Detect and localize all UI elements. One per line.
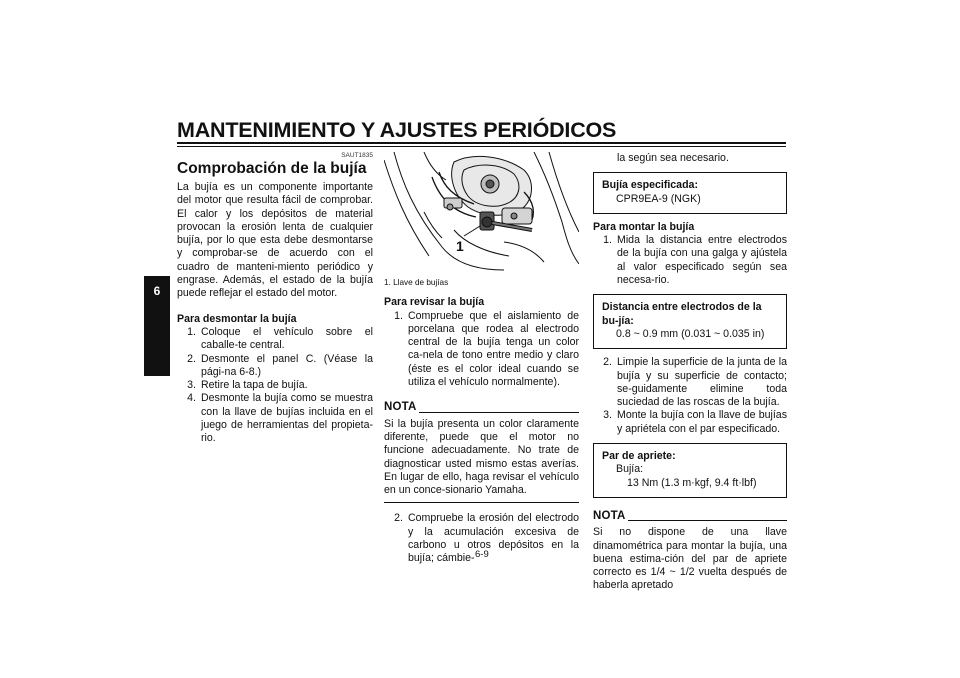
spec-heading: Par de apriete:: [602, 450, 676, 463]
continuation-text: la según sea necesario.: [617, 152, 729, 164]
remove-steps: [177, 326, 373, 446]
nota-label: NOTA: [593, 509, 626, 522]
spec-value: 13 Nm (1.3 m·kgf, 9.4 ft·lbf): [627, 476, 757, 489]
column-1: [177, 152, 373, 446]
spec-subheading: Bujía:: [616, 463, 644, 476]
nota-header: [384, 401, 579, 414]
figure-callout-label: 1: [456, 238, 464, 254]
figure-caption: 1. Llave de bujías: [384, 278, 449, 287]
spec-value: CPR9EA-9 (NGK): [616, 192, 701, 205]
install-steps: [593, 234, 787, 287]
nota-label: NOTA: [384, 401, 417, 414]
nota-end-rule: [384, 502, 579, 503]
nota-text: Si la bujía presenta un color claramente diferente, puede que el motor no funcione adecuadamente. No trate de diagnosticar usted mismo estas averías. En lugar de ello, haga revisar el vehículo en un conce-sionario Yamaha.: [384, 417, 579, 497]
section-title: Comprobación de la bujía: [177, 160, 367, 177]
column-3: [593, 152, 787, 593]
check-steps: [384, 310, 579, 390]
list-item: 3. Monte la bujía con la llave de bujías y apriétela con el par especificado.: [603, 409, 787, 435]
remove-heading: Para desmontar la bujía: [177, 312, 297, 325]
nota-text: Si no dispone de una llave dinamométrica para montar la bujía, una buena estima-ción del par de apriete correcto es 1/4 ~ 1/2 vuelta después de haberla apretado: [593, 526, 787, 592]
chapter-tab: [144, 276, 170, 376]
spec-value: 0.8 ~ 0.9 mm (0.031 ~ 0.035 in): [616, 327, 765, 340]
title-rule: [177, 142, 786, 144]
intro-paragraph: La bujía es un componente importante del motor que resulta fácil de comprobar. El calor y los depósitos de material provocan la erosión lenta de cualquier bujía, por lo que esta debe desmontarse y comprobar-se de acuerdo con el cuadro de manteni-miento periódico y engrase. Además, el estado de la bujía puede reflejar el estado del motor.: [177, 181, 373, 300]
spec-box-electrode-gap: [593, 294, 787, 349]
list-item: 2. Desmonte el panel C. (Véase la pági-na 6-8.): [187, 352, 373, 378]
spark-plug-wrench-illustration: [384, 152, 579, 274]
spec-box-spark-plug: [593, 172, 787, 214]
list-item: 2. Compruebe la erosión del electrodo y la acumulación excesiva de carbono u otros depósitos en la bujía; cámbie-: [394, 512, 579, 565]
spec-heading: Bujía especificada:: [602, 179, 698, 192]
page-title: MANTENIMIENTO Y AJUSTES PERIÓDICOS: [177, 118, 617, 142]
list-item: 1. Compruebe que el aislamiento de porcelana que rodea al electrodo central de la bujía tenga un color ca-nela de tono entre medio y claro (éste es el color ideal cuando se utiliza el vehículo normalmente).: [394, 309, 579, 389]
nota-header: [593, 510, 787, 523]
list-item: 4. Desmonte la bujía como se muestra con la llave de bujías incluida en el juego de herramientas del propieta-rio.: [187, 392, 373, 445]
list-item: 1. Coloque el vehículo sobre el caballe-te central.: [187, 325, 373, 352]
check-heading: Para revisar la bujía: [384, 296, 485, 309]
spec-heading: Distancia entre electrodos de la bu-jía:: [602, 301, 762, 327]
title-rule-thin: [177, 146, 786, 147]
spec-box-torque: [593, 443, 787, 498]
list-item: 3. Retire la tapa de bujía.: [187, 379, 308, 392]
list-item: 2. Limpie la superficie de la junta de la bujía y su superficie de contacto; se-guidamente elimine toda suciedad de las roscas de la bujía.: [603, 356, 787, 409]
page-number: 6-9: [475, 549, 489, 560]
list-item: 1. Mida la distancia entre electrodos de la bujía con una galga y ajústela al valor especificado según sea necesa-rio.: [603, 234, 787, 287]
reference-code: SAUT1835: [341, 152, 373, 159]
column-2: [384, 152, 579, 566]
install-heading: Para montar la bujía: [593, 220, 695, 233]
install-steps-continued: [593, 356, 787, 436]
chapter-tab-label: 6: [153, 284, 161, 298]
